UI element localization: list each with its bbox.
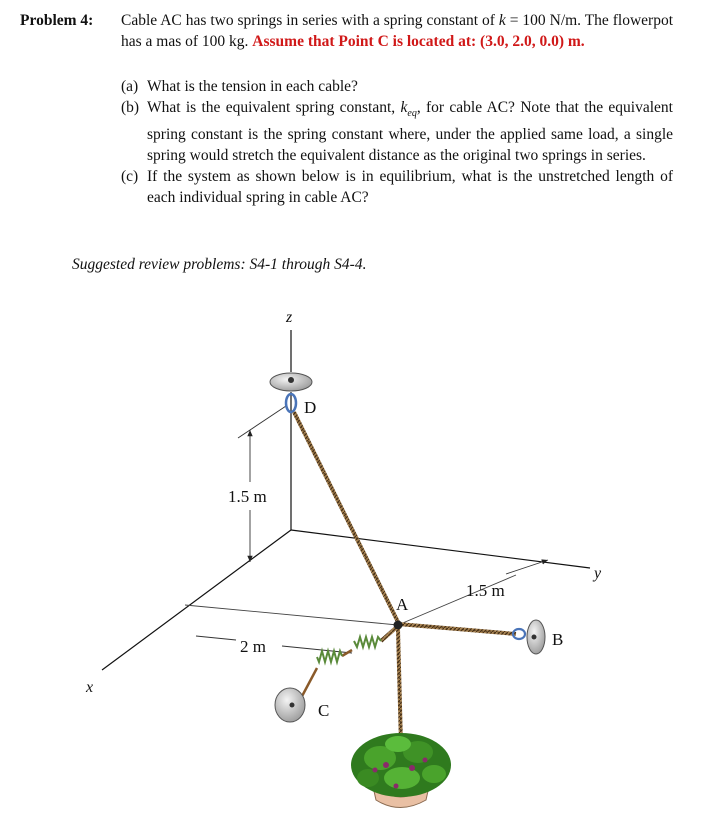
part-label: (b) (121, 99, 140, 116)
axis-x-label: x (86, 679, 94, 696)
keq-k: k (400, 99, 408, 116)
dim-y-line (506, 560, 548, 574)
problem-label: Problem 4: (20, 12, 94, 29)
statement-k-value: = 100 N/m. The flowerpot has a mas of 100 kg. (121, 12, 674, 50)
point-a-knot (394, 621, 403, 630)
dim-height-label: 1.5 m (228, 487, 267, 506)
part-text: If the system as shown below is in equilibrium, what is the unstretched length of each individual spring in cable AC? (147, 168, 673, 207)
part-label: (a) (121, 78, 139, 95)
part-label: (c) (121, 168, 139, 186)
k-symbol: k (498, 12, 506, 29)
part-b-pre: What is the equivalent spring constant, (147, 99, 401, 116)
statement-red-assumption: Assume that Point C is located at: (3.0, 2.0, 0.0) m. (252, 33, 585, 50)
suggested-review: Suggested review problems: S4-1 through S4-4. (72, 256, 367, 273)
spring-1-icon (354, 637, 381, 647)
axis-z-label: z (286, 309, 293, 326)
wall-bolt-b (532, 635, 537, 640)
part-b-post: , for cable AC? Note that the equivalent spring constant is the spring constant where, under the applied same load, a single spring would stretch the equivalent distance as the original two springs in series. (147, 99, 673, 165)
dim-x-guide (185, 605, 398, 625)
y-axis (291, 530, 590, 568)
flowerpot-icon (351, 733, 451, 808)
point-d-label: D (304, 398, 317, 417)
wall-bolt-c (290, 703, 295, 708)
dim-x-label: 2 m (240, 637, 266, 656)
dim-x-line-left (196, 636, 236, 640)
point-b-label: B (552, 630, 564, 649)
part-text: What is the tension in each cable? (147, 78, 358, 95)
spring-2-icon (317, 651, 342, 662)
axis-y-label: y (594, 565, 602, 582)
keq-sub: eq (407, 108, 417, 120)
statement-pre: Cable AC has two springs in series with a spring constant of (121, 12, 499, 29)
dim-y-label: 1.5 m (466, 581, 505, 600)
dim-x-line-right (282, 646, 352, 653)
point-c-label: C (318, 701, 330, 720)
dim-height-top-ext (238, 406, 286, 438)
point-a-label: A (396, 595, 409, 614)
ceiling-bolt (288, 377, 294, 383)
